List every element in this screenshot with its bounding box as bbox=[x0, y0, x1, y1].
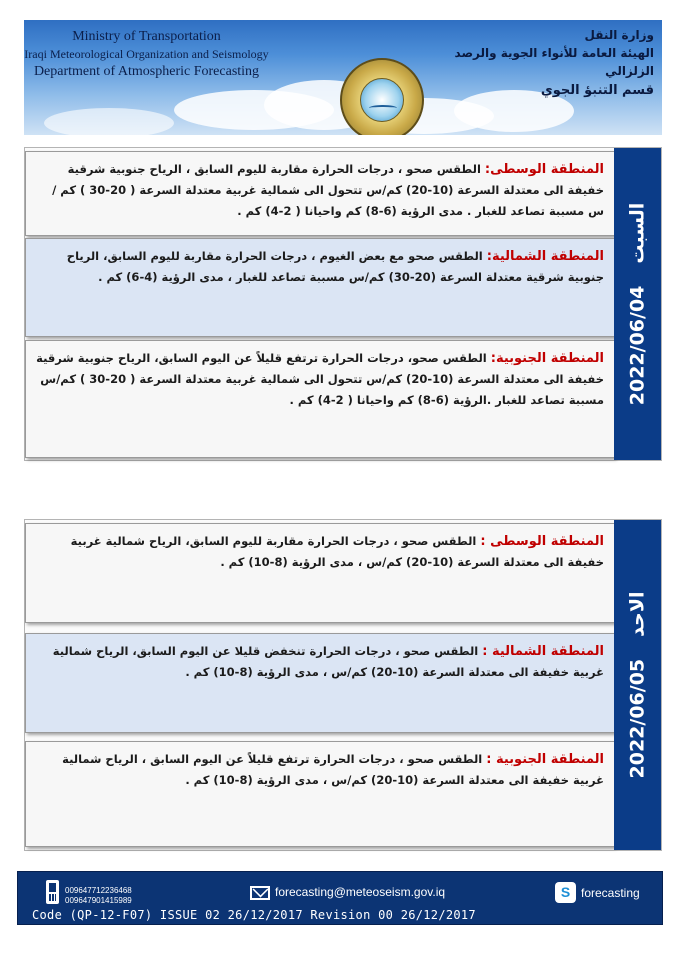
cloud-decoration bbox=[44, 108, 174, 135]
department-name-en: Department of Atmospheric Forecasting bbox=[33, 64, 260, 79]
region-forecast-text: الطقس صحو، درجات الحرارة ترتفع قليلاً عن اليوم السابق، الرياح جنوبية شرقية خفيفة الى معتدلة السرعة (10-20) كم/س تتحول الى شمالية غربية معتدلة السرعة ( 20-30 ) كم/س مسببة تصاعد للغبار .الرؤية (6-8) كم واحيانا ( 2-4) كم . bbox=[36, 351, 604, 407]
region-central-day-1 bbox=[25, 151, 615, 236]
department-name-ar: قسم التنبؤ الجوي bbox=[540, 83, 654, 98]
phone-numbers bbox=[65, 886, 132, 906]
region-forecast-text: الطقس صحو ، درجات الحرارة مقاربة لليوم السابق ، الرياح جنوبية شرقية خفيفة الى معتدلة السرعة (10-20) كم/س تتحول الى شمالية غربية معتدلة السرعة ( 20-30 ) كم / س مسببة تصاعد للغبار . مدى الرؤية (6-8) كم واحيانا ( 2-4) كم . bbox=[52, 162, 604, 218]
header-english-block bbox=[24, 28, 269, 81]
region-name: المنطقة الشمالية: bbox=[486, 249, 604, 264]
ministry-name-en: Ministry of Transportation bbox=[72, 29, 221, 44]
region-south-day-1 bbox=[25, 340, 615, 458]
page-header bbox=[24, 20, 662, 135]
logo-globe-icon bbox=[360, 78, 404, 122]
skype-handle[interactable]: forecasting bbox=[581, 886, 640, 900]
region-central-day-2 bbox=[25, 523, 615, 623]
region-name: المنطقة الجنوبية: bbox=[490, 351, 604, 366]
region-south-day-2 bbox=[25, 741, 615, 847]
region-north-day-1 bbox=[25, 238, 615, 337]
phone-number: 009647901415989 bbox=[65, 896, 132, 905]
skype-icon: S bbox=[555, 882, 576, 903]
forecast-date: 2022/06/04 bbox=[626, 285, 649, 406]
header-arabic-block bbox=[454, 26, 654, 102]
document-code-line: Code (QP-12-F07) ISSUE 02 26/12/2017 Revision 00 26/12/2017 bbox=[32, 908, 476, 922]
organization-name-ar: الهيئة العامة للأنواء الجوية والرصد الزلزالي bbox=[454, 46, 654, 78]
region-forecast-text: الطقس صحو ، درجات الحرارة مقاربة لليوم السابق، الرياح شمالية غربية خفيفة الى معتدلة السرعة (10-20) كم/س ، مدى الرؤية (8-10) كم . bbox=[70, 534, 604, 569]
email-link[interactable]: forecasting@meteoseism.gov.iq bbox=[275, 885, 446, 899]
forecast-date: 2022/06/05 bbox=[626, 658, 649, 779]
day-side-banner bbox=[614, 520, 661, 850]
region-name: المنطقة الوسطى : bbox=[480, 534, 604, 549]
organization-logo bbox=[340, 58, 424, 135]
day-name: الاحد bbox=[626, 591, 649, 637]
phone-icon bbox=[46, 880, 59, 904]
region-name: المنطقة الوسطى: bbox=[484, 162, 604, 177]
forecast-day-2 bbox=[24, 519, 662, 851]
region-name: المنطقة الشمالية : bbox=[482, 644, 604, 659]
phone-number: 009647712236468 bbox=[65, 886, 132, 895]
region-forecast-text: الطقس صحو ، درجات الحرارة تنخفض قليلا عن اليوم السابق، الرياح شمالية غربية خفيفة الى معتدلة السرعة (10-20) كم/س ، مدى الرؤية (8-10) كم . bbox=[52, 644, 604, 679]
region-forecast-text: الطقس صحو ، درجات الحرارة ترتفع قليلاً عن اليوم السابق ، الرياح شمالية غربية خفيفة الى معتدلة السرعة (10-20) كم/س ، مدى الرؤية (8-10) كم . bbox=[62, 752, 604, 787]
region-north-day-2 bbox=[25, 633, 615, 733]
day-side-banner bbox=[614, 148, 661, 460]
mail-icon bbox=[250, 886, 270, 900]
region-forecast-text: الطقس صحو مع بعض الغيوم ، درجات الحرارة مقاربة لليوم السابق، الرياح جنوبية شرقية معتدلة السرعة (20-30) كم/س مسببة تصاعد للغبار ، مدى الرؤية (4-6) كم . bbox=[66, 249, 604, 284]
organization-name-en: Iraqi Meteorological Organization and Seismology bbox=[24, 47, 269, 61]
region-name: المنطقة الجنوبية : bbox=[486, 752, 604, 767]
forecast-day-1 bbox=[24, 147, 662, 461]
day-name: السبت bbox=[626, 202, 649, 264]
page-footer bbox=[17, 871, 663, 925]
ministry-name-ar: وزارة النقل bbox=[584, 28, 654, 42]
